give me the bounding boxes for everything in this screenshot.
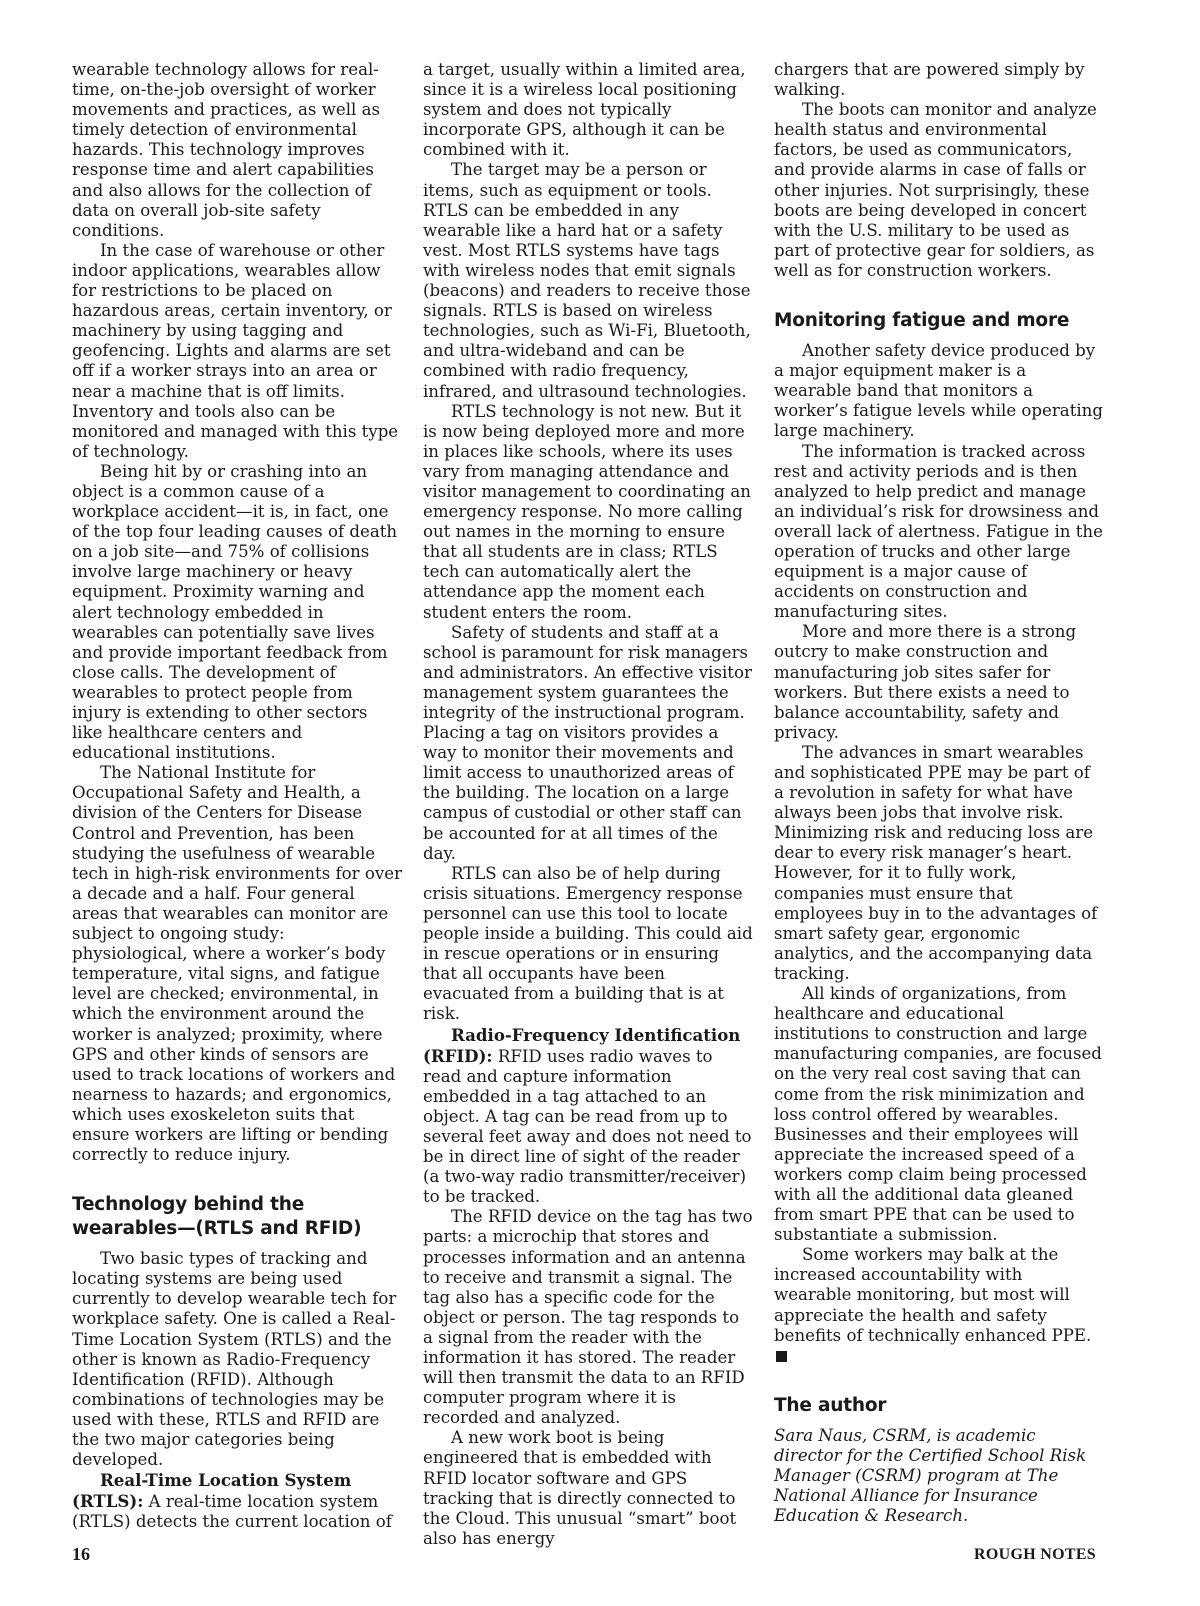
- page-number: 16: [72, 1544, 90, 1564]
- paragraph: [774, 1245, 1104, 1366]
- paragraph: Safety of students and staff at a school is paramount for risk managers and administrators. An effective visitor management system guarantees the integrity of the instructional program. Placing a tag on visitors provides a way to monitor their movements and limit access to unauthorized areas of the building. The location on a large campus of custodial or other staff can be accounted for at all times of the day.: [423, 622, 752, 863]
- paragraph: A new work boot is being engineered that is embedded with RFID locator software and GPS tracking that is directly connected to the Cloud. This unusual “smart” boot also has energy: [423, 1428, 737, 1548]
- paragraph: a target, usually within a limited area, since it is a wireless local positioning system and does not typically incorporate GPS, although it can be combined with it.: [423, 60, 746, 160]
- section-heading: Technology behind the wearables—(RTLS and RFID): [72, 1194, 362, 1240]
- paragraph: The RFID device on the tag has two parts: a microchip that stores and processes information and an antenna to receive and transmit a signal. The tag also has a specific code for the object or person. The tag responds to a signal from the reader with the information it has stored. The reader will then transmit the data to an RFID computer program where it is recorded and analyzed.: [423, 1207, 753, 1428]
- paragraph: Another safety device produced by a major equipment maker is a wearable band that monitors a worker’s fatigue levels while operating large machinery.: [774, 341, 1103, 441]
- paragraph-text: A real-time location system (RTLS) detects the current location of: [72, 1492, 392, 1532]
- run-in-heading: Radio-Frequency Identification (RFID):: [423, 1024, 741, 1066]
- author-heading: The author: [774, 1394, 887, 1416]
- column-3: [774, 60, 1104, 1526]
- paragraph: [72, 1470, 402, 1532]
- paragraph: The target may be a person or items, such as equipment or tools. RTLS can be embedded in any wearable like a hard hat or a safety vest. Most RTLS systems have tags with wireless nodes that emit signals (beacons) and readers to receive those signals. RTLS is based on wireless technologies, such as Wi-Fi, Bluetooth, and ultra-wideband and can be combined with radio frequency, infrared, and ultrasound technologies.: [423, 160, 751, 401]
- paragraph: chargers that are powered simply by walking.: [774, 60, 1085, 100]
- paragraph: The information is tracked across rest and activity periods and is then analyzed to help predict and manage an individual’s risk for drowsiness and overall lack of alertness. Fatigue in the operation of trucks and other large equipment is a major cause of accidents on construction and manufacturing sites.: [774, 441, 1103, 622]
- column-1: [72, 60, 402, 1532]
- paragraph: The advances in smart wearables and sophisticated PPE may be part of a revolution in safety for what have always been jobs that involve risk. Minimizing risk and reducing loss are dear to every risk manager’s heart. However, for it to fully work, companies must ensure that employees buy in to the advantages of smart safety gear, ergonomic analytics, and the accompanying data tracking.: [774, 742, 1098, 983]
- paragraph: Two basic types of tracking and locating systems are being used currently to develop wearable tech for workplace safety. One is called a Real-Time Location System (RTLS) and the other is known as Radio-Frequency Identification (RFID). Although combinations of technologies may be used with these, RTLS and RFID are the two major categories being developed.: [72, 1249, 397, 1470]
- end-mark-icon: [776, 1351, 787, 1362]
- column-2: [423, 60, 753, 1549]
- paragraph: RTLS can also be of help during crisis situations. Emergency response personnel can use this tool to locate people inside a building. This could aid in rescue operations or in ensuring that all occupants have been evacuated from a building that is at risk.: [423, 863, 753, 1024]
- paragraph: More and more there is a strong outcry to make construction and manufacturing job sites safer for workers. But there exists a need to balance accountability, safety and privacy.: [774, 622, 1077, 742]
- paragraph-text: Some workers may balk at the increased accountability with wearable monitoring, but most will appreciate the health and safety benefits of technically enhanced PPE.: [774, 1245, 1092, 1345]
- author-bio: Sara Naus, CSRM, is academic director for the Certified School Risk Manager (CSRM) program at The National Alliance for Insurance Education & Research.: [774, 1425, 1087, 1526]
- paragraph: Being hit by or crashing into an object is a common cause of a workplace accident—it is, in fact, one of the top four leading causes of death on a job site—and 75% of collisions involve large machinery or heavy equipment. Proximity warning and alert technology embedded in wearables can potentially save lives and provide important feedback from close calls. The development of wearables to protect people from injury is extending to other sectors like healthcare centers and educational institutions.: [72, 461, 398, 763]
- paragraph: The National Institute for Occupational Safety and Health, a division of the Centers for Disease Control and Prevention, has been studying the usefulness of wearable tech in high-risk environments for over a decade and a half. Four general areas that wearables can monitor are subject to ongoing study: physiological, where a worker’s body temperature, vital signs, and fatigue level are checked; environmental, in which the environment around the worker is analyzed; proximity, where GPS and other kinds of sensors are used to track locations of workers and nearness to hazards; and ergonomics, which uses exoskeleton suits that ensure workers are lifting or bending correctly to reduce injury.: [72, 763, 402, 1165]
- run-in-heading: Real-Time Location System (RTLS):: [72, 1470, 352, 1512]
- paragraph: RTLS technology is not new. But it is now being deployed more and more in places like schools, where its uses vary from managing attendance and visitor management to coordinating an emergency response. No more calling out names in the morning to ensure that all students are in class; RTLS tech can automatically alert the attendance app the moment each student enters the room.: [423, 401, 751, 622]
- paragraph-text: RFID uses radio waves to read and capture information embedded in a tag attached to an object. A tag can be read from up to several feet away and does not need to be in direct line of sight of the reader (a two-way radio transmitter/receiver) to be tracked.: [423, 1046, 752, 1207]
- paragraph: All kinds of organizations, from healthcare and educational institutions to construction and large manufacturing companies, are focused on the very real cost saving that can come from the risk minimization and loss control offered by wearables. Businesses and their employees will appreciate the increased speed of a workers comp claim being processed with all the additional data gleaned from smart PPE that can be used to substantiate a submission.: [774, 984, 1102, 1245]
- paragraph: wearable technology allows for real-time, on-the-job oversight of worker movements and practices, as well as timely detection of environmental hazards. This technology improves response time and alert capabilities and also allows for the collection of data on overall job-site safety conditions.: [72, 60, 380, 240]
- paragraph: In the case of warehouse or other indoor applications, wearables allow for restrictions to be placed on hazardous areas, certain inventory, or machinery by using tagging and geofencing. Lights and alarms are set off if a worker strays into an area or near a machine that is off limits. Inventory and tools also can be monitored and managed with this type of technology.: [72, 240, 399, 461]
- publication-name: ROUGH NOTES: [974, 1546, 1096, 1563]
- paragraph: The boots can monitor and analyze health status and environmental factors, be used as communicators, and provide alarms in case of falls or other injuries. Not surprisingly, these boots are being developed in concert with the U.S. military to be used as part of protective gear for soldiers, as well as for construction workers.: [774, 100, 1097, 280]
- section-heading: Monitoring fatigue and more: [774, 310, 1070, 332]
- paragraph: [423, 1025, 753, 1208]
